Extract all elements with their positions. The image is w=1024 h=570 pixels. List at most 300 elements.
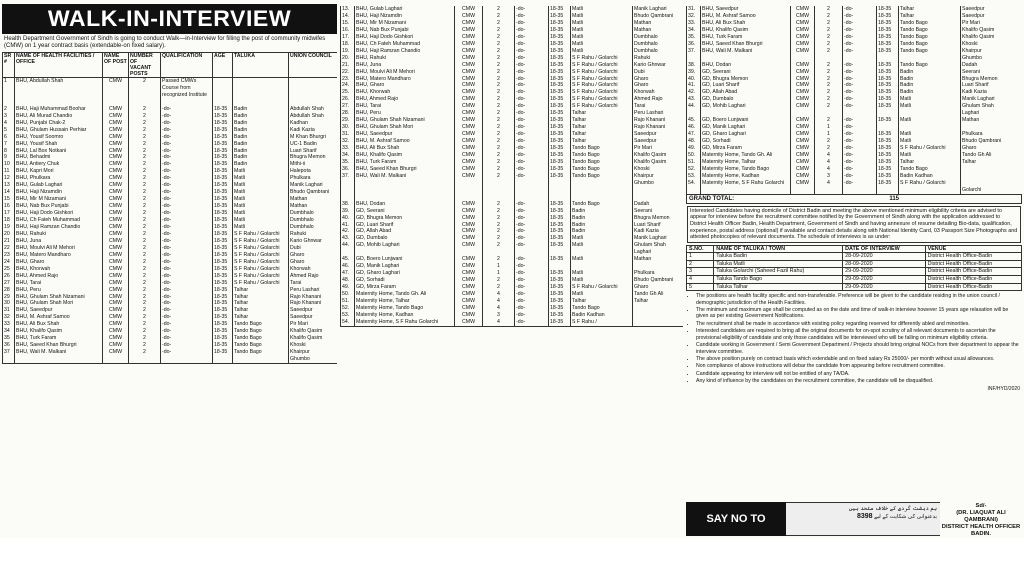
vacant-cell: 2 (483, 215, 515, 222)
post-cell: CMW (455, 222, 483, 229)
qualification-cell: -do- (515, 62, 549, 69)
union-council-cell: Ghulam Shah (633, 242, 684, 249)
facility-cell: BHU, M. Ashraf Samoo (355, 138, 455, 145)
union-council-cell: Khoski (289, 342, 338, 349)
facility-cell: BHU, Saeed Khan Bhurgri (355, 166, 455, 173)
taluka-cell: Tando Bago (571, 166, 633, 173)
sr-cell: 16 (3, 203, 15, 210)
age-cell: 18-35 (549, 62, 571, 69)
age-cell: 18-35 (549, 48, 571, 55)
post-cell: CMW (455, 96, 483, 103)
vacant-cell: 2 (815, 76, 843, 83)
sr-cell: 54. (341, 319, 355, 326)
sr-cell: 42. (687, 89, 701, 96)
age-cell: 18-35 (549, 270, 571, 277)
sr-cell: 40. (687, 76, 701, 83)
reference-number: INF/HYD/2020 (987, 385, 1020, 392)
vacant-cell: 2 (483, 159, 515, 166)
table-row (687, 55, 1023, 62)
facility-cell: BHU, Wali M. Malkani (701, 48, 791, 55)
post-cell: CMW (103, 148, 129, 155)
vacant-cell: 2 (129, 141, 161, 148)
table-row (3, 189, 338, 196)
vacant-cell: 3 (815, 173, 843, 180)
schedule-row (687, 260, 1022, 268)
post-cell: CMW (791, 159, 815, 166)
age-cell: 18-35 (549, 6, 571, 13)
age-cell: 18-35 (877, 152, 899, 159)
vacant-cell: 2 (483, 96, 515, 103)
union-council-cell (289, 92, 338, 99)
sr-cell: 20 (3, 231, 15, 238)
sr-cell: 34. (687, 27, 701, 34)
age-cell: 18-35 (877, 41, 899, 48)
table-row (341, 103, 684, 110)
vacant-cell: 2 (483, 284, 515, 291)
sr-cell: 15 (3, 196, 15, 203)
union-council-cell: Phulkara (961, 131, 1023, 138)
table-row (3, 294, 338, 301)
facility-cell: GD, Seerani (355, 208, 455, 215)
sr-cell: 22. (341, 69, 355, 76)
qualification-cell: -do- (843, 69, 877, 76)
vacant-cell: 2 (129, 321, 161, 328)
vacant-cell: 1 (815, 131, 843, 138)
vacant-cell: 2 (815, 6, 843, 13)
qualification-cell: -do- (515, 222, 549, 229)
sr-cell: 43. (341, 235, 355, 242)
qualification-cell: -do- (843, 89, 877, 96)
schedule-date: 29-09-2020 (843, 268, 926, 276)
taluka-cell: Matli (899, 117, 961, 124)
table-row (341, 6, 684, 13)
column-1 (2, 0, 337, 538)
facility-cell: GD, Gharo Laghari (701, 131, 791, 138)
sr-cell: 24 (3, 259, 15, 266)
age-cell: 18-35 (549, 298, 571, 305)
facility-cell: BHU, Saeedpur (701, 6, 791, 13)
taluka-cell: Talhar (899, 13, 961, 20)
qualification-cell: -do- (515, 312, 549, 319)
table-row (3, 252, 338, 259)
taluka-cell: Matli (233, 224, 289, 231)
age-cell: 18-35 (549, 76, 571, 83)
vacant-cell: 2 (815, 69, 843, 76)
post-cell (103, 356, 129, 363)
taluka-cell: S F Rahu / Golarchi (571, 284, 633, 291)
age-cell: 18-35 (877, 159, 899, 166)
post-cell: CMW (791, 180, 815, 187)
facility-cell: GD, Boero Lunjwani (701, 117, 791, 124)
union-council-cell: M Khan Bhurgri (289, 134, 338, 141)
post-cell: CMW (455, 263, 483, 270)
union-council-cell: Kadi Kazia (961, 89, 1023, 96)
vacant-cell (129, 99, 161, 106)
table-row (687, 6, 1023, 13)
facility-cell: GD, Luari Sharif (355, 222, 455, 229)
post-cell: CMW (455, 291, 483, 298)
vacant-cell: 2 (129, 154, 161, 161)
age-cell: 18-35 (877, 117, 899, 124)
facility-cell (355, 180, 455, 187)
taluka-cell: Tando Bago (899, 41, 961, 48)
age-cell: 18-35 (549, 138, 571, 145)
note-item: • Any kind of influence by the candidates on the recruitment committee, the candidate will be disqualified. (696, 378, 1020, 384)
post-cell: CMW (455, 41, 483, 48)
taluka-cell: Matli (899, 96, 961, 103)
facility-cell: BHU, Juna (355, 62, 455, 69)
sr-cell: 37 (3, 349, 15, 356)
vacant-cell: 2 (129, 127, 161, 134)
sr-cell: 46. (341, 263, 355, 270)
age-cell: 18-35 (549, 55, 571, 62)
facility-cell: BHU, Ghulam Shah Mori (355, 124, 455, 131)
union-council-cell: Khairpur (633, 173, 684, 180)
taluka-cell: S F Rahu / Golarchi (571, 55, 633, 62)
schedule-row (687, 253, 1022, 261)
sr-cell: 3 (3, 113, 15, 120)
taluka-cell: Matli (571, 277, 633, 284)
qualification-cell: -do- (515, 166, 549, 173)
sr-cell: 28. (341, 110, 355, 117)
facility-cell: GD, Luari Sharif (701, 82, 791, 89)
age-cell: 18-35 (877, 131, 899, 138)
union-council-cell: Pir Mari (289, 321, 338, 328)
vacant-cell: 2 (483, 201, 515, 208)
sr-cell: 50. (341, 291, 355, 298)
post-cell: CMW (791, 117, 815, 124)
taluka-cell: Talhar (571, 298, 633, 305)
table-row (341, 291, 684, 298)
sr-cell: 23 (3, 252, 15, 259)
age-cell (549, 194, 571, 201)
vacant-cell: 2 (483, 62, 515, 69)
facility-cell: BHU, Turk Faram (701, 34, 791, 41)
post-cell: CMW (455, 34, 483, 41)
taluka-cell: Talhar (571, 110, 633, 117)
age-cell (213, 85, 233, 92)
age-cell: 18-35 (213, 203, 233, 210)
facility-cell: BHU, Saeedpur (355, 131, 455, 138)
facility-cell: BHU, M. Ashraf Samoo (701, 13, 791, 20)
age-cell: 18-35 (549, 41, 571, 48)
union-council-cell (961, 173, 1023, 180)
table-row (3, 106, 338, 113)
vacant-cell: 2 (483, 166, 515, 173)
qualification-cell: -do- (161, 196, 213, 203)
table-row (341, 215, 684, 222)
taluka-cell: Talhar (233, 314, 289, 321)
qualification-cell (843, 187, 877, 194)
vacant-cell: 2 (483, 124, 515, 131)
facility-cell: BHU, Ahmed Rajo (15, 273, 103, 280)
post-cell: CMW (791, 152, 815, 159)
age-cell: 18-35 (877, 48, 899, 55)
sr-cell: 51. (687, 159, 701, 166)
column-3 (686, 0, 1022, 538)
table-row (3, 120, 338, 127)
facility-cell: BHU, Peru (15, 287, 103, 294)
age-cell: 18-35 (213, 224, 233, 231)
table-row (341, 201, 684, 208)
table-row (687, 124, 1023, 131)
taluka-cell: Tando Bago (571, 201, 633, 208)
table-row (3, 182, 338, 189)
taluka-cell: S F Rahu / Golarchi (233, 266, 289, 273)
age-cell: 18-35 (213, 287, 233, 294)
schedule-venue: District Health Office-Badin (925, 283, 1021, 291)
union-council-cell: Dubi (289, 245, 338, 252)
post-cell: CMW (455, 145, 483, 152)
sr-cell: 27 (3, 280, 15, 287)
taluka-cell: Matli (899, 152, 961, 159)
qualification-cell: -do- (161, 252, 213, 259)
table-row (3, 349, 338, 356)
say-no-to-corruption-banner: SAY NO TO CORRUPTION (686, 502, 786, 536)
table-row (687, 187, 1023, 194)
facility-cell: BHU, Lal Box Notkani (15, 148, 103, 155)
taluka-cell: Talhar (571, 124, 633, 131)
union-council-cell: Halepota (289, 168, 338, 175)
post-cell: CMW (791, 34, 815, 41)
taluka-cell: Matli (571, 34, 633, 41)
urdu-line-1: ہم دہشت گردی کے خلاف متحد ہیں (849, 506, 937, 512)
table-row (3, 85, 338, 92)
note-item: • Interested candidates are required to bring all the original documents for on-spot scrutiny of all relevant documents to ascertain the provisional eligibility of candidate and only those candidates will be interviewed who will be falling on minimum eligibility criteria. (696, 328, 1020, 341)
header-vacant: NUMBER OF VACANT POSTS (129, 53, 161, 78)
facility-cell (355, 187, 455, 194)
sr-cell: 48. (341, 277, 355, 284)
post-cell: CMW (455, 27, 483, 34)
post-cell: CMW (103, 189, 129, 196)
age-cell: 18-35 (213, 231, 233, 238)
post-cell: CMW (455, 228, 483, 235)
facility-cell: BHU, Ghulam Hussain Perhiar (15, 127, 103, 134)
vacant-cell: 2 (483, 69, 515, 76)
facility-cell: BHU, Moulvi Ali M Mehori (15, 245, 103, 252)
qualification-cell: -do- (515, 305, 549, 312)
qualification-cell: -do- (515, 82, 549, 89)
vacant-cell: 2 (129, 238, 161, 245)
qualification-cell: -do- (515, 6, 549, 13)
taluka-cell: Talhar (233, 300, 289, 307)
qualification-cell: -do- (515, 55, 549, 62)
sr-cell: 18. (341, 41, 355, 48)
sr-cell: 19 (3, 224, 15, 231)
vacant-cell: 2 (129, 134, 161, 141)
facility-cell (15, 85, 103, 92)
signature-designation: DISTRICT HEALTH OFFICER (941, 524, 1021, 530)
vacant-cell: 2 (483, 173, 515, 180)
union-council-cell: Laghari (633, 249, 684, 256)
union-council-cell: Abdullah Shah (289, 106, 338, 113)
sr-cell: 33. (687, 20, 701, 27)
table-row (341, 89, 684, 96)
table-row (341, 69, 684, 76)
qualification-cell: -do- (515, 215, 549, 222)
table-row (341, 284, 684, 291)
facility-cell: Maternity Home, Tando Gh. Ali (701, 152, 791, 159)
post-cell (791, 187, 815, 194)
table-row (687, 41, 1023, 48)
vacant-cell: 2 (483, 138, 515, 145)
union-council-cell: Mathan (633, 256, 684, 263)
qualification-cell: -do- (515, 201, 549, 208)
age-cell: 18-35 (877, 69, 899, 76)
posts-table-2 (340, 6, 683, 327)
table-row (341, 194, 684, 201)
taluka-cell: Badin (899, 89, 961, 96)
taluka-cell (233, 85, 289, 92)
schedule-venue: District Health Office-Badin (925, 276, 1021, 284)
sr-cell (3, 85, 15, 92)
taluka-cell: Matli (571, 6, 633, 13)
sr-cell: 10 (3, 161, 15, 168)
facility-cell (355, 194, 455, 201)
vacant-cell: 4 (815, 152, 843, 159)
qualification-cell: recognized Institute (161, 92, 213, 99)
union-council-cell: Khairpur (961, 48, 1023, 55)
vacant-cell: 4 (483, 319, 515, 326)
taluka-cell: Tando Bago (571, 145, 633, 152)
qualification-cell: -do- (843, 20, 877, 27)
union-council-cell: Mathan (633, 20, 684, 27)
sr-cell: 20. (341, 55, 355, 62)
post-cell: CMW (791, 82, 815, 89)
facility-cell: BHU, Phulkara (15, 175, 103, 182)
union-council-cell: Abdullah Shah (289, 113, 338, 120)
qualification-cell: -do- (161, 224, 213, 231)
vacant-cell: 1 (815, 124, 843, 131)
age-cell (877, 110, 899, 117)
union-council-cell: Khalifo Qasim (961, 34, 1023, 41)
vacant-cell: 2 (129, 252, 161, 259)
note-item: • The positions are health facility specific and non-transferable. Preference will be given to the candidate residing in the union council / demographic jurisdiction of the Health Facilities. (696, 293, 1020, 306)
table-row (687, 20, 1023, 27)
union-council-cell: Gharo (633, 284, 684, 291)
union-council-cell: Khalifo Qasim (633, 159, 684, 166)
taluka-cell: Badin (233, 148, 289, 155)
facility-cell: GD, Allah Abad (355, 228, 455, 235)
vacant-cell (815, 187, 843, 194)
post-cell: CMW (103, 259, 129, 266)
sr-cell: 15. (341, 20, 355, 27)
facility-cell (355, 249, 455, 256)
post-cell: CMW (455, 89, 483, 96)
post-cell (791, 55, 815, 62)
post-cell: CMW (103, 161, 129, 168)
table-row (3, 217, 338, 224)
post-cell: CMW (103, 127, 129, 134)
qualification-cell: Passed CMWs (161, 78, 213, 85)
sr-cell: 47. (687, 131, 701, 138)
facility-cell: BHU, Saeed Khan Bhurgri (15, 342, 103, 349)
post-cell: CMW (103, 300, 129, 307)
table-row (3, 99, 338, 106)
qualification-cell: -do- (843, 117, 877, 124)
taluka-cell: Talhar (571, 138, 633, 145)
table-row (687, 145, 1023, 152)
taluka-cell: Badin (571, 208, 633, 215)
facility-cell: BHU, Juna (15, 238, 103, 245)
sr-cell: 42. (341, 228, 355, 235)
taluka-cell: Matli (233, 196, 289, 203)
union-council-cell (961, 124, 1023, 131)
sr-cell: 25 (3, 266, 15, 273)
table-row (687, 152, 1023, 159)
union-council-cell: Pir Mari (961, 20, 1023, 27)
union-council-cell: Gharo (289, 252, 338, 259)
taluka-cell: Tando Bago (899, 62, 961, 69)
sr-cell: 32. (341, 138, 355, 145)
union-council-cell: Mathan (289, 196, 338, 203)
schedule-sno: 4 (687, 276, 714, 284)
facility-cell: Maternity Home, Kadhan (701, 173, 791, 180)
vacant-cell: 2 (483, 6, 515, 13)
facility-cell (701, 110, 791, 117)
facility-cell: GD, Sorhadi (701, 138, 791, 145)
qualification-cell: -do- (161, 287, 213, 294)
sr-cell: 49. (341, 284, 355, 291)
table-header-row (3, 53, 338, 78)
union-council-cell: Khorwah (633, 89, 684, 96)
age-cell: 18-35 (549, 124, 571, 131)
sr-cell: 19. (341, 48, 355, 55)
schedule-header-taluka: NAME OF TALUKA / TOWN (714, 245, 843, 253)
qualification-cell: -do- (161, 168, 213, 175)
table-row (687, 110, 1023, 117)
taluka-cell: Matli (899, 138, 961, 145)
union-council-cell: Manik Laghari (633, 235, 684, 242)
post-cell: CMW (791, 96, 815, 103)
union-council-cell: Bhudo Qambrani (633, 13, 684, 20)
vacant-cell (129, 356, 161, 363)
taluka-cell: Tando Bago (571, 173, 633, 180)
sr-cell: 38. (687, 62, 701, 69)
age-cell: 18-35 (213, 154, 233, 161)
vacant-cell: 2 (129, 273, 161, 280)
table-row (3, 238, 338, 245)
header-sr: SR # (3, 53, 15, 78)
interview-schedule-table (686, 245, 1022, 292)
qualification-cell: -do- (515, 13, 549, 20)
taluka-cell: Tando Bago (233, 321, 289, 328)
vacant-cell: 2 (483, 103, 515, 110)
facility-cell (701, 55, 791, 62)
union-council-cell: Dumbhalo (633, 34, 684, 41)
table-body (341, 6, 684, 326)
sr-cell (341, 249, 355, 256)
taluka-cell: Matli (571, 48, 633, 55)
note-item: • The above position purely on contract basis which extendable and on fixed salary Rs 25000/- per month without usual allowances. (696, 356, 1020, 362)
sr-cell: 30. (341, 124, 355, 131)
union-council-cell: Mathan (289, 203, 338, 210)
qualification-cell: -do- (843, 13, 877, 20)
vacant-cell: 4 (815, 159, 843, 166)
facility-cell: BHU, Haji Nizamdin (15, 189, 103, 196)
vacant-cell: 2 (483, 256, 515, 263)
sr-cell: 14 (3, 189, 15, 196)
sr-cell: 18 (3, 217, 15, 224)
age-cell: 18-35 (549, 20, 571, 27)
taluka-cell: Talhar (233, 294, 289, 301)
taluka-cell: Badin (899, 82, 961, 89)
post-cell: CMW (455, 284, 483, 291)
post-cell: CMW (791, 124, 815, 131)
age-cell: 18-35 (213, 127, 233, 134)
taluka-cell: Matli (233, 203, 289, 210)
posts-table-3 (686, 6, 1022, 195)
